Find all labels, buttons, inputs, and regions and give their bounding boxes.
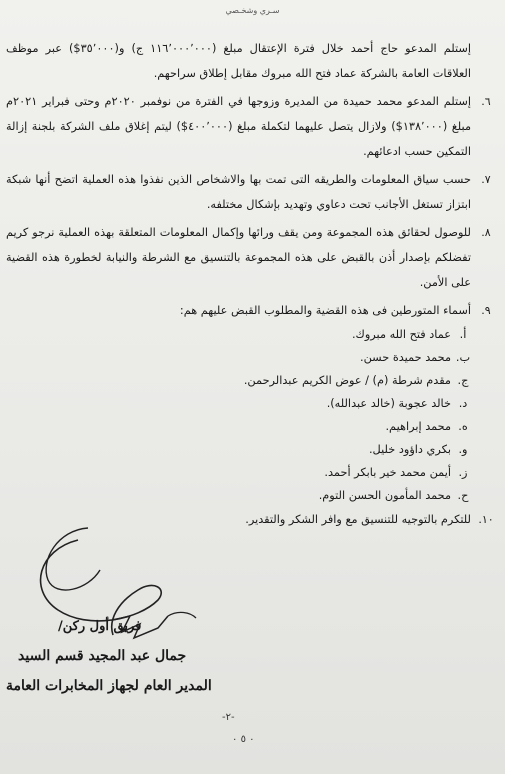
list-item-label: ج. <box>457 374 469 387</box>
page-number: -٢- <box>222 712 235 723</box>
list-item-text: بكري داؤود خليل. <box>368 443 451 456</box>
list-item-text: مقدم شرطة (م) / عوض الكريم عبدالرحمن. <box>243 374 451 387</box>
list-item <box>6 323 473 346</box>
list-item-text: محمد إبراهيم. <box>385 420 451 433</box>
signatory-name: جمال عبد المجيد قسم السيد <box>18 648 187 664</box>
list-item-label: ح. <box>457 489 469 502</box>
paragraph-number: ٩. <box>481 304 491 317</box>
list-item-text: أيمن محمد خير بابكر أحمد. <box>324 466 451 479</box>
paragraph-number: ١٠. <box>478 513 494 526</box>
paragraph-text: حسب سياق المعلومات والطريقه التى تمت بها والاشخاص الذين نفذوا هذه العملية اتضح أنها شبكة ابتزاز تستغل الأجانب تحت دعاوي وتهديد بإشكال مختلفه. <box>6 173 471 211</box>
signatory-rank: فريق أول ركن/ <box>58 619 142 634</box>
paragraph-number: ٧. <box>481 173 491 186</box>
paragraph-9 <box>6 298 497 323</box>
signatory-title: المدير العام لجهاز المخابرات العامة <box>6 678 212 694</box>
list-item-text: عماد فتح الله مبروك. <box>351 328 451 341</box>
list-item <box>6 484 473 507</box>
list-item-label: ه. <box>458 420 468 433</box>
paragraph-number: ٨. <box>481 226 491 239</box>
list-item <box>6 415 473 438</box>
suspects-list <box>6 323 497 507</box>
document-body <box>6 36 497 535</box>
paragraph-text: للوصول لحقائق هذه المجموعة ومن يقف ورائها وإكمال المعلومات المتعلقة بهذه العملية نرجو كريم تفضلكم بإصدار أذن بالقبض على هذه المجموعة بالتنسيق مع الشرطة والنيابة لخطورة هذه القضية على الأمن. <box>6 226 471 289</box>
list-item-label: ب. <box>455 351 471 364</box>
list-item-text: محمد المأمون الحسن التوم. <box>318 489 451 502</box>
list-item-text: محمد حميدة حسن. <box>359 351 451 364</box>
list-item-text: خالد عجوبة (خالد عبدالله). <box>326 397 451 410</box>
list-item <box>6 392 473 415</box>
paragraph-text: إستلم المدعو محمد حميدة من المديرة وزوجها في الفترة من نوفمبر ٢٠٢٠م وحتى فبراير ٢٠٢١م مبلغ (١٣٨٬٠٠٠$) ولازال يتصل عليهما لتكملة مبلغ (٤٠٠٬٠٠٠$) ليتم إغلاق ملف الشركة بلجنة إزالة التمكين حسب ادعائهم. <box>6 95 472 158</box>
paragraph-number: ٦. <box>481 95 491 108</box>
list-item <box>6 438 473 461</box>
footer-mark: ٠ ٥ ٠ <box>232 734 255 745</box>
list-item-label: ز. <box>458 466 468 479</box>
paragraph-text: أسماء المتورطين فى هذه القضية والمطلوب القبض عليهم هم: <box>179 304 471 317</box>
list-item-label: د. <box>458 397 468 410</box>
list-item <box>6 369 473 392</box>
paragraph-text: إستلم المدعو حاج أحمد خلال فترة الإعتقال مبلغ (١١٦٬٠٠٠٬٠٠٠ ج) و(٣٥٬٠٠٠$) عبر موظف العلاقات العامة بالشركة عماد فتح الله مبروك مقابل إطلاق سراحهم. <box>6 42 471 80</box>
list-item-label: أ. <box>459 328 467 341</box>
list-item-label: و. <box>458 443 468 456</box>
list-item <box>6 461 473 484</box>
paragraph-5-continued <box>6 36 497 86</box>
list-item <box>6 346 473 369</box>
paragraph-text: للتكرم بالتوجيه للتنسيق مع وافر الشكر والتقدير. <box>245 513 471 526</box>
paragraph-6 <box>6 89 497 164</box>
paragraph-7 <box>6 167 497 217</box>
paragraph-8 <box>6 220 497 295</box>
classification-label: سـري وشخـصي <box>225 6 280 15</box>
